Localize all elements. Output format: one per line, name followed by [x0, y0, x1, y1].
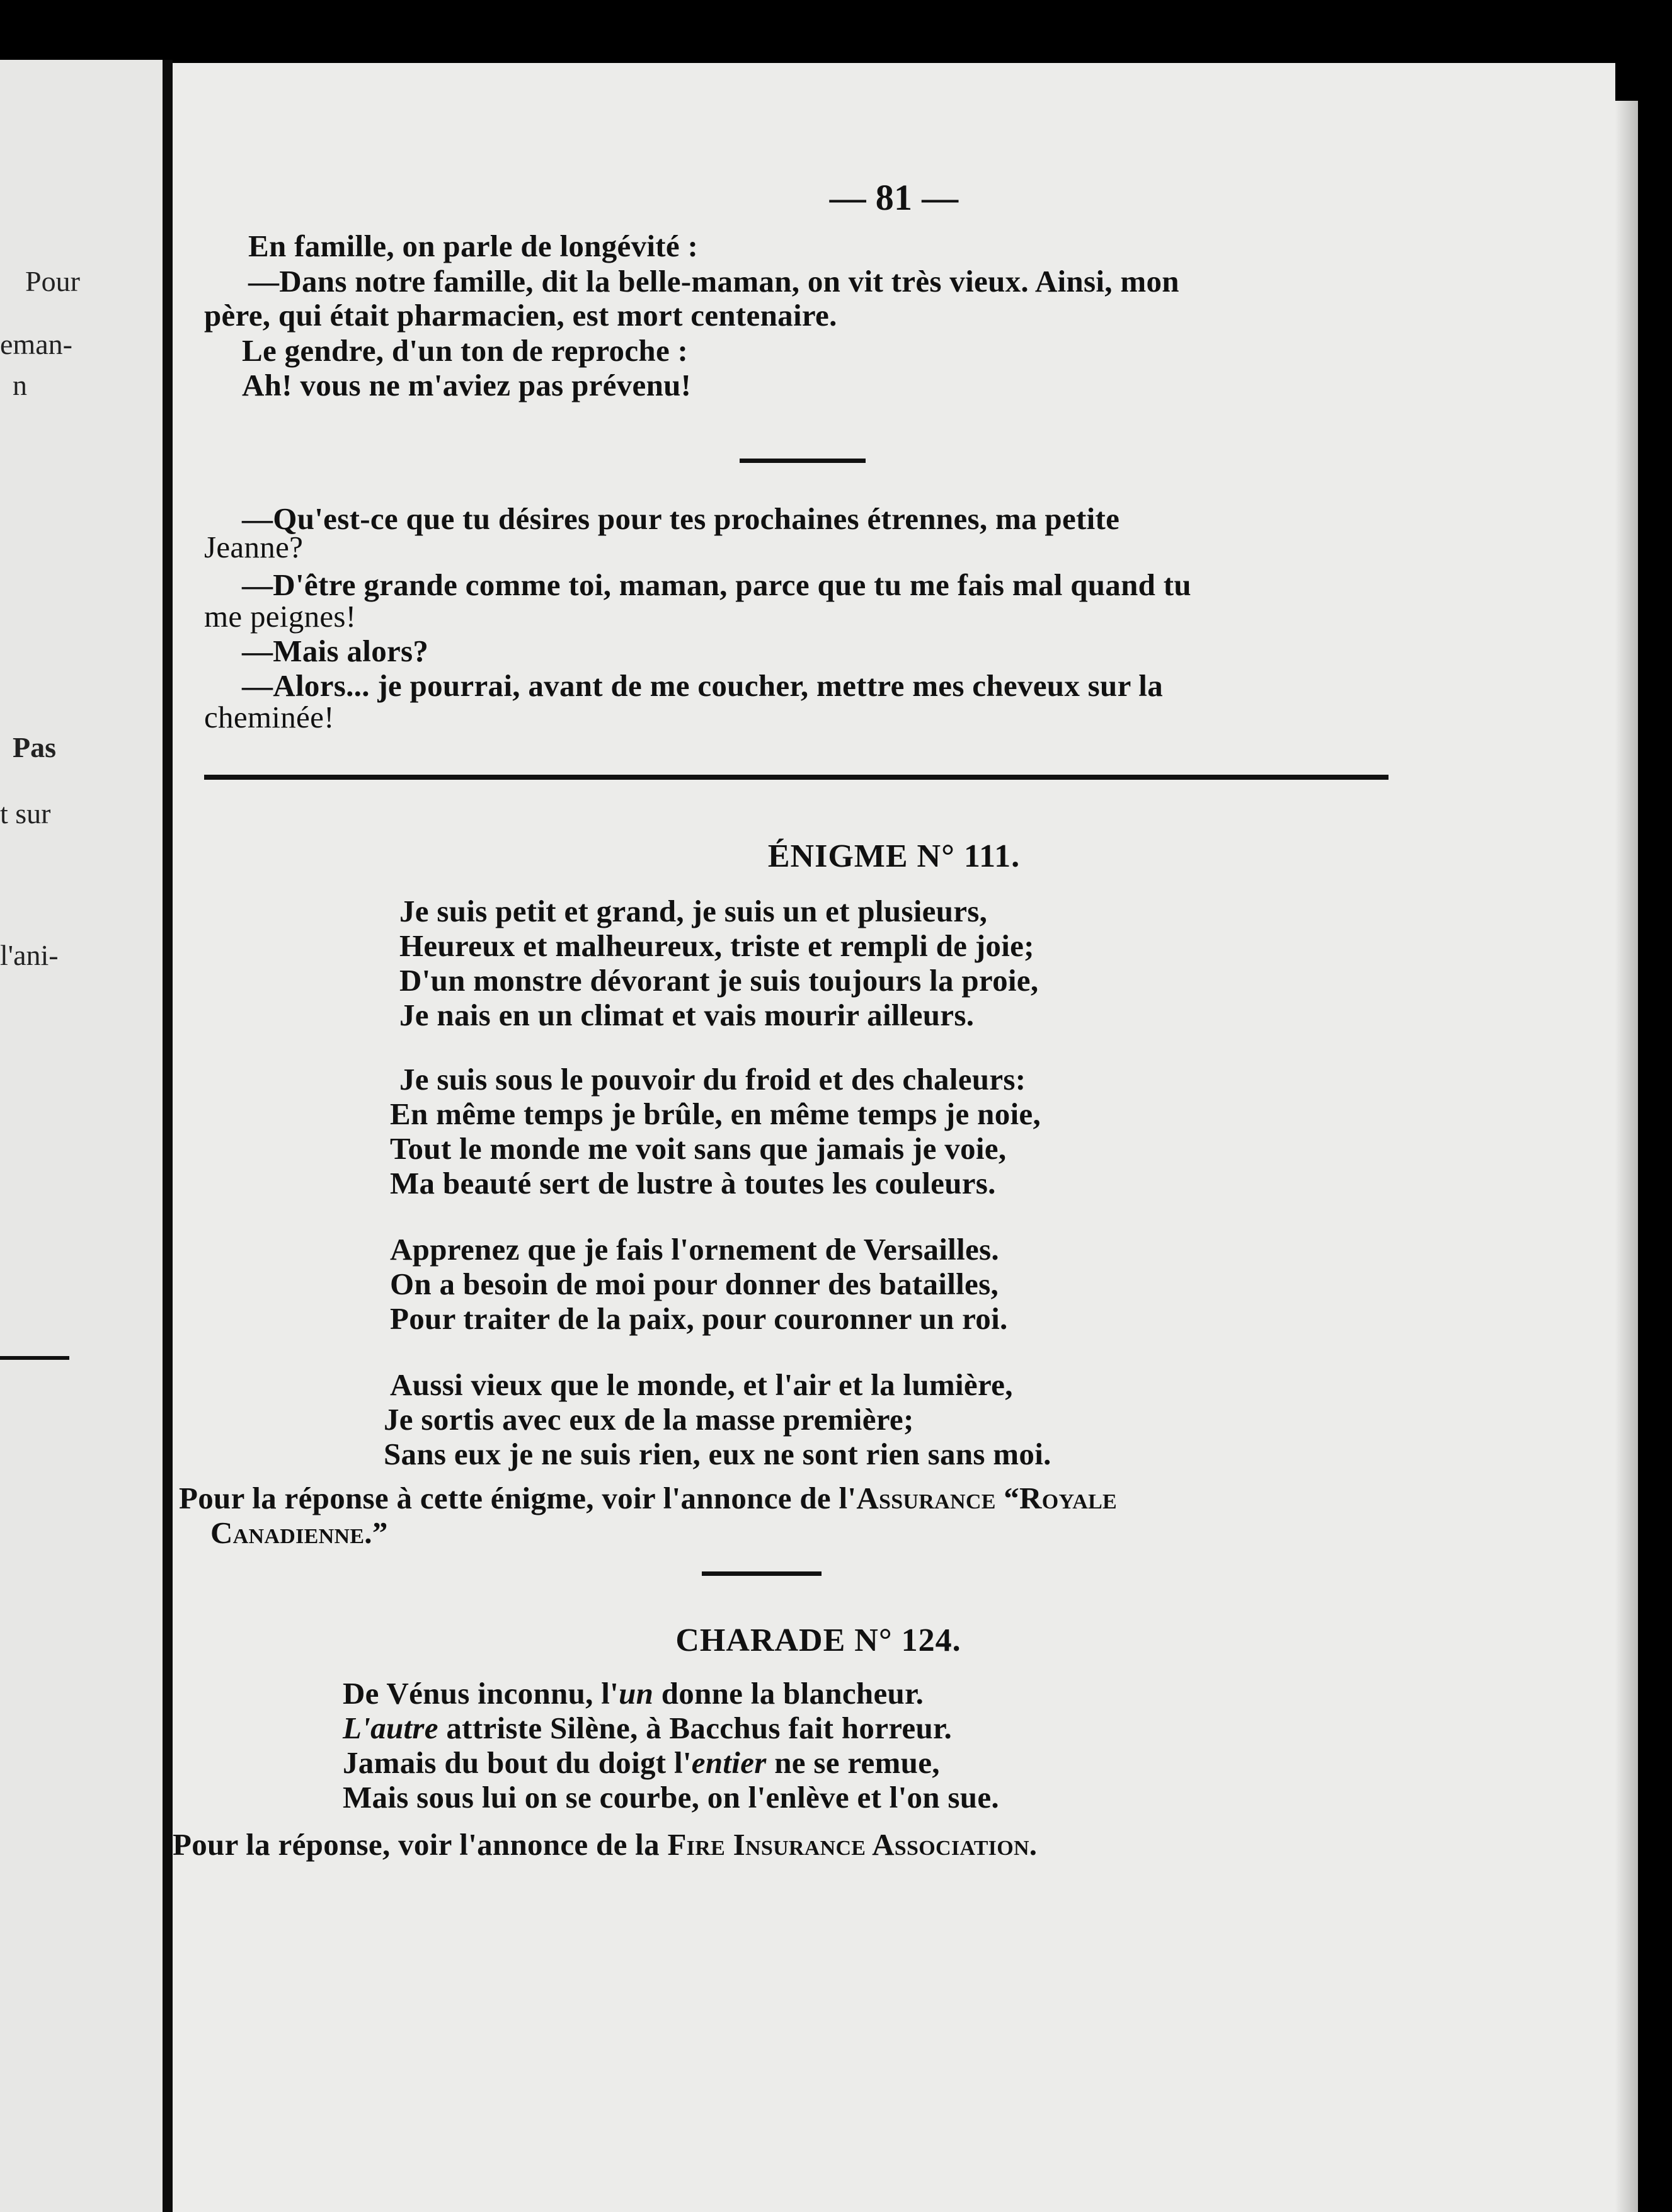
verse-line: Tout le monde me voit sans que jamais je voie, — [390, 1131, 1007, 1166]
main-page — [173, 63, 1615, 2212]
left-fragment: Pour — [25, 265, 80, 297]
verse-text: ne se remue, — [766, 1745, 940, 1780]
left-fragment: Pas — [13, 731, 56, 763]
text-line: Jeanne? — [204, 530, 304, 564]
verse-text: Jamais du bout du doigt l' — [343, 1745, 692, 1780]
answer-smallcaps: Fire Insurance Association — [667, 1827, 1029, 1862]
verse-line — [343, 1675, 924, 1711]
section-rule — [204, 775, 1389, 780]
left-fragment: t sur — [0, 797, 51, 830]
left-fragment: eman- — [0, 328, 72, 360]
answer-smallcaps: Assurance — [856, 1481, 996, 1515]
verse-line: Ma beauté sert de lustre à toutes les couleurs. — [390, 1166, 996, 1200]
verse-line — [343, 1779, 999, 1815]
text-line: —Dans notre famille, dit la belle-maman, on vit très vieux. Ainsi, mon — [248, 264, 1179, 299]
verse-line: Heureux et malheureux, triste et rempli de joie; — [399, 928, 1034, 963]
verse-line: Aussi vieux que le monde, et l'air et la lumière, — [390, 1367, 1013, 1402]
verse-line: Je suis sous le pouvoir du froid et des chaleurs: — [399, 1062, 1026, 1097]
verse-line: En même temps je brûle, en même temps je noie, — [390, 1097, 1041, 1131]
verse-line: Je suis petit et grand, je suis un et plusieurs, — [399, 894, 988, 928]
verse-line: Je nais en un climat et vais mourir ailleurs. — [399, 998, 975, 1032]
verse-italic: un — [619, 1676, 654, 1711]
charade-title: CHARADE N° 124. — [675, 1622, 961, 1658]
text-line: père, qui était pharmacien, est mort centenaire. — [204, 298, 837, 333]
text-line: me peignes! — [204, 599, 357, 634]
verse-text: Mais sous lui on se courbe, on l'enlève et l'on sue. — [343, 1780, 999, 1815]
answer-smallcaps: Royale — [1019, 1481, 1118, 1515]
verse-line: Pour traiter de la paix, pour couronner un roi. — [390, 1301, 1008, 1336]
verse-text: donne la blancheur. — [653, 1676, 924, 1711]
text-line: cheminée! — [204, 700, 335, 734]
charade-answer — [173, 1827, 1037, 1862]
separator-rule — [702, 1571, 822, 1576]
answer-text: .” — [364, 1515, 388, 1550]
left-page-fragment — [0, 60, 163, 2212]
text-line: —Mais alors? — [242, 634, 429, 668]
answer-smallcaps: Canadienne — [210, 1515, 365, 1550]
verse-text: De Vénus inconnu, l' — [343, 1676, 619, 1711]
separator-rule — [740, 459, 866, 463]
verse-text: attriste Silène, à Bacchus fait horreur. — [438, 1711, 953, 1745]
answer-text: Pour la réponse, voir l'annonce de la — [173, 1827, 668, 1862]
verse-line: On a besoin de moi pour donner des batailles, — [390, 1267, 999, 1301]
verse-line: Sans eux je ne suis rien, eux ne sont rien sans moi. — [384, 1437, 1051, 1471]
verse-line — [343, 1745, 940, 1781]
verse-line — [343, 1710, 952, 1746]
page-gutter — [163, 60, 173, 2212]
text-line: —D'être grande comme toi, maman, parce que tu me fais mal quand tu — [242, 567, 1191, 602]
answer-text: Pour la réponse à cette énigme, voir l'annonce de l' — [179, 1481, 857, 1515]
verse-line: Apprenez que je fais l'ornement de Versailles. — [390, 1232, 999, 1267]
text-line: —Qu'est-ce que tu désires pour tes prochaines étrennes, ma petite — [242, 501, 1120, 536]
text-line: Ah! vous ne m'aviez pas prévenu! — [242, 368, 692, 402]
enigme-answer-cont — [210, 1515, 388, 1551]
verse-line: D'un monstre dévorant je suis toujours la proie, — [399, 963, 1039, 998]
verse-italic: entier — [691, 1745, 767, 1780]
text-line: —Alors... je pourrai, avant de me coucher, mettre mes cheveux sur la — [242, 668, 1164, 703]
page-number: — 81 — — [829, 177, 959, 218]
enigme-answer — [179, 1480, 1117, 1516]
answer-text: “ — [995, 1481, 1020, 1515]
left-fragment: l'ani- — [0, 939, 59, 971]
left-rule — [0, 1356, 69, 1360]
verse-line: Je sortis avec eux de la masse première; — [384, 1402, 914, 1437]
text-line: En famille, on parle de longévité : — [248, 229, 699, 263]
text-line: Le gendre, d'un ton de reproche : — [242, 333, 689, 368]
enigme-title: ÉNIGME N° 111. — [767, 838, 1021, 874]
left-fragment: n — [13, 369, 27, 401]
answer-text: . — [1029, 1827, 1038, 1862]
verse-italic: L'autre — [343, 1711, 438, 1745]
